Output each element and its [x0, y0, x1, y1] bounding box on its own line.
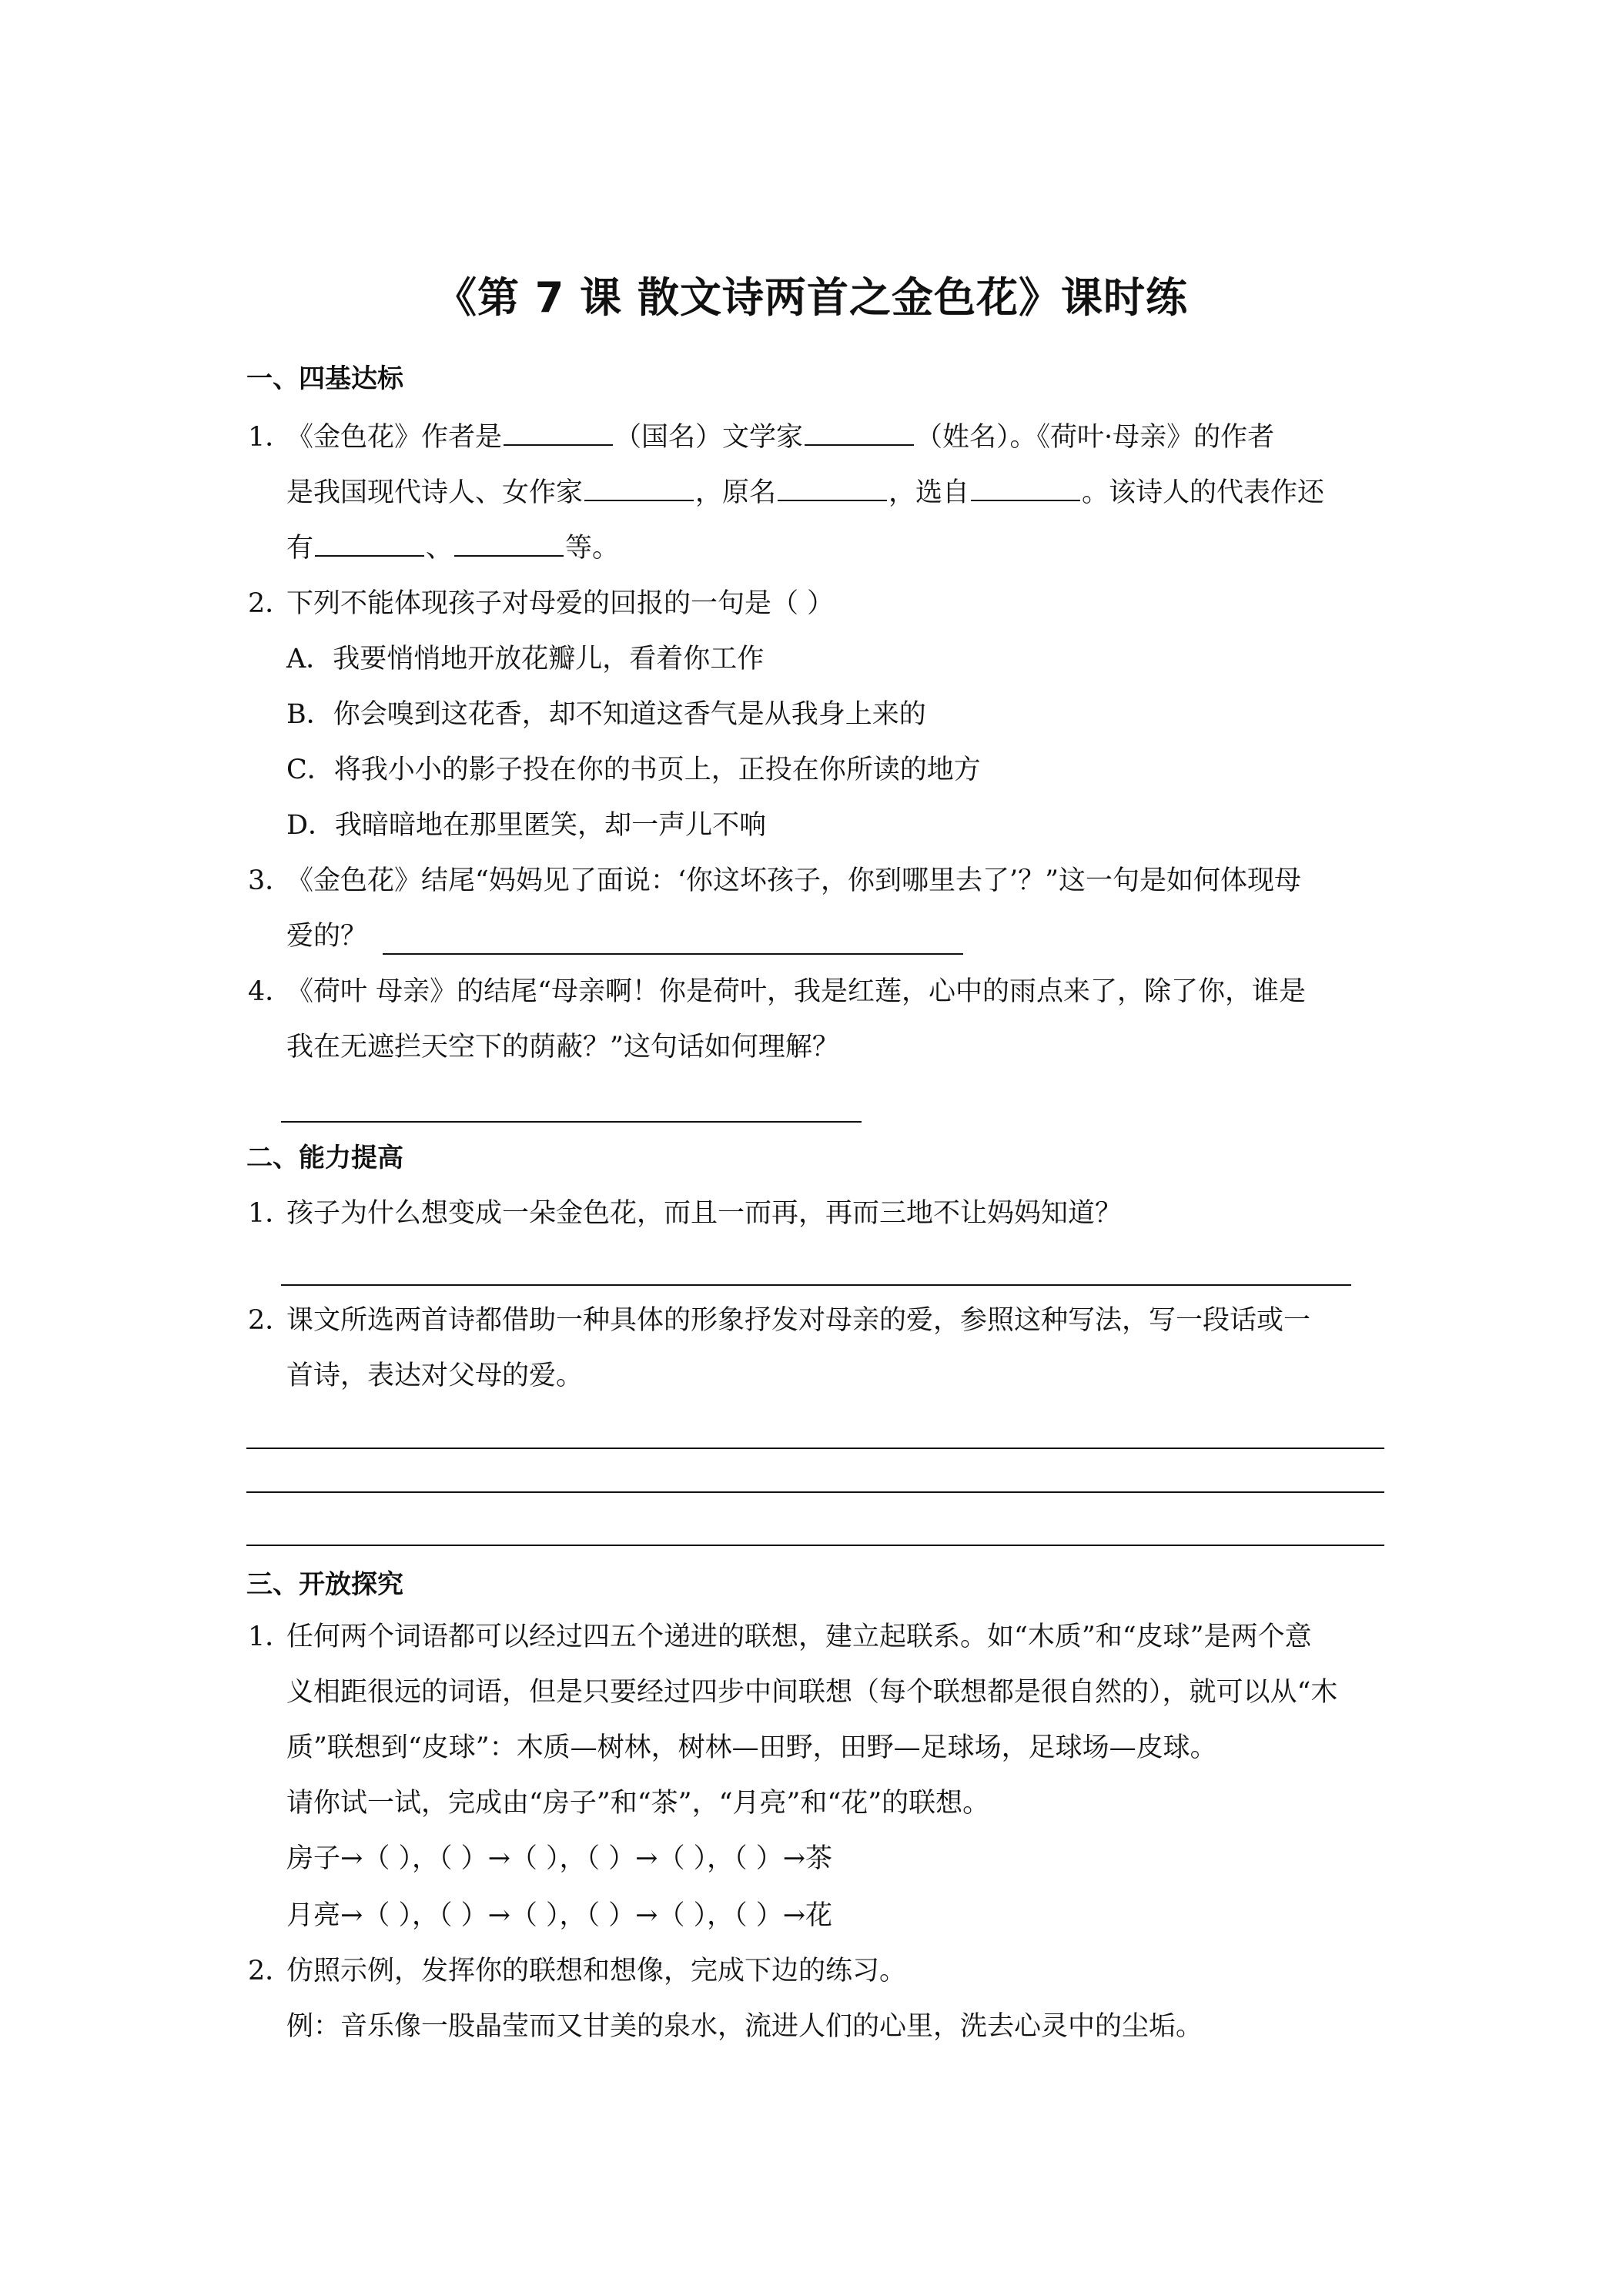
explore-question-1-line-4: 请你试一试，完成由“房子”和“茶”，“月亮”和“花”的联想。	[286, 1788, 990, 1819]
section-heading-explore: 三、开放探究	[246, 1569, 403, 1600]
question-1-line-2	[286, 475, 1324, 510]
fill-blank-poet[interactable]	[584, 477, 694, 501]
fill-blank-author-name[interactable]	[805, 421, 914, 446]
answer-line[interactable]	[281, 1121, 862, 1123]
question-3-line-2: 爱的？	[286, 921, 368, 952]
fill-blank-original-name[interactable]	[778, 477, 887, 501]
ability-question-1: 孩子为什么想变成一朵金色花，而且一而再，再而三地不让妈妈知道？	[286, 1198, 1123, 1229]
fill-blank-country[interactable]	[504, 421, 613, 446]
association-chain-house-tea[interactable]: 房子→（ ），（ ）→（ ），（ ）→（ ），（ ）→茶	[286, 1843, 833, 1874]
explore-question-1-line-3: 质”联想到“皮球”：木质—树林，树林—田野，田野—足球场，足球场—皮球。	[286, 1732, 1217, 1763]
question-4-line-2: 我在无遮拦天空下的荫蔽？”这句话如何理解？	[286, 1032, 839, 1063]
question-text: 是我国现代诗人、女作家	[286, 477, 584, 508]
question-text: （国名）文学家	[614, 422, 804, 453]
question-number: 1．	[248, 1198, 293, 1229]
question-1-line-1	[286, 420, 1274, 455]
section-heading-ability: 二、能力提高	[246, 1143, 403, 1173]
section-heading-basics: 一、四基达标	[246, 363, 403, 394]
question-number: 4．	[248, 976, 293, 1007]
question-1-line-3	[286, 530, 619, 566]
explore-question-1-line-2: 义相距很远的词语，但是只要经过四步中间联想（每个联想都是很自然的），就可以从“木	[286, 1677, 1338, 1708]
question-number: 3．	[248, 865, 293, 896]
fill-blank-source[interactable]	[971, 477, 1080, 501]
answer-line[interactable]	[246, 1491, 1384, 1493]
option-c[interactable]: C．将我小小的影子投在你的书页上，正投在你所读的地方	[286, 755, 981, 785]
question-number: 2．	[248, 588, 293, 619]
ability-question-2-line-2: 首诗，表达对父母的爱。	[286, 1361, 584, 1391]
explore-question-1-line-1: 任何两个词语都可以经过四五个递进的联想，建立起联系。如“木质”和“皮球”是两个意	[286, 1622, 1312, 1652]
question-text: 《金色花》作者是	[286, 422, 503, 453]
question-number: 1．	[248, 1622, 293, 1652]
explore-question-2-stem: 仿照示例，发挥你的联想和想像，完成下边的练习。	[286, 1956, 907, 1986]
page-title: 《第 7 课 散文诗两首之金色花》课时练	[435, 273, 1188, 322]
question-3-line-1: 《金色花》结尾“妈妈见了面说：‘你这坏孩子，你到哪里去了’？”这一句是如何体现母	[286, 865, 1302, 896]
question-text: 、	[426, 533, 453, 564]
association-chain-moon-flower[interactable]: 月亮→（ ），（ ）→（ ），（ ）→（ ），（ ）→花	[286, 1900, 833, 1931]
question-text: （姓名）。《荷叶·母亲》的作者	[915, 422, 1275, 453]
answer-line[interactable]	[246, 1448, 1384, 1449]
explore-question-2-example: 例：音乐像一股晶莹而又甘美的泉水，流进人们的心里，洗去心灵中的尘垢。	[286, 2011, 1203, 2042]
question-number: 2．	[248, 1956, 293, 1986]
question-text: 有	[286, 533, 314, 564]
fill-blank-work-2[interactable]	[454, 532, 564, 557]
question-text: 等。	[565, 533, 620, 564]
question-text: 。该诗人的代表作还	[1082, 477, 1325, 508]
question-text: ，原名	[695, 477, 777, 508]
option-b[interactable]: B．你会嗅到这花香，却不知道这香气是从我身上来的	[286, 699, 926, 730]
option-a[interactable]: A．我要悄悄地开放花瓣儿，看着你工作	[286, 644, 765, 674]
question-2-stem: 下列不能体现孩子对母爱的回报的一句是（ ）	[286, 588, 835, 619]
option-d[interactable]: D．我暗暗地在那里匿笑，却一声儿不响	[286, 810, 767, 841]
answer-line[interactable]	[383, 953, 963, 955]
question-4-line-1: 《荷叶 母亲》的结尾“母亲啊！你是荷叶，我是红莲，心中的雨点来了，除了你，谁是	[286, 976, 1307, 1007]
answer-line[interactable]	[281, 1284, 1351, 1286]
fill-blank-work-1[interactable]	[315, 532, 424, 557]
answer-line[interactable]	[246, 1545, 1384, 1546]
ability-question-2-line-1: 课文所选两首诗都借助一种具体的形象抒发对母亲的爱，参照这种写法，写一段话或一	[286, 1305, 1311, 1336]
question-number: 1．	[248, 422, 293, 453]
question-text: ，选自	[888, 477, 970, 508]
question-number: 2．	[248, 1305, 293, 1336]
